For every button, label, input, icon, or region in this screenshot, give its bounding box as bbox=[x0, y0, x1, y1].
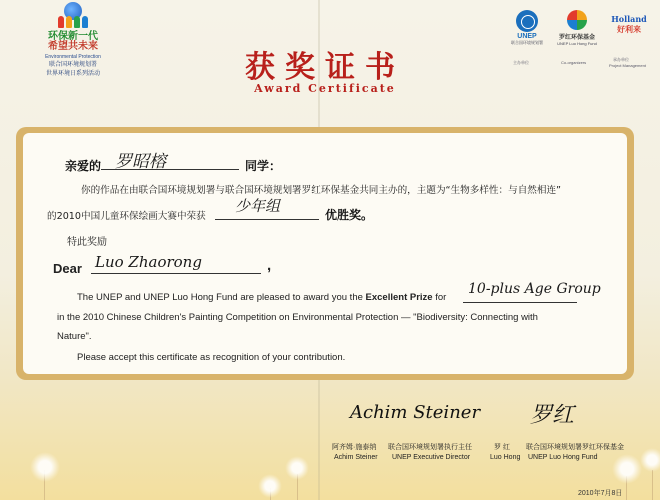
logo-caption-line2: 世界环境日系列活动 bbox=[45, 71, 100, 77]
signature-steiner bbox=[332, 398, 490, 478]
issue-date: 2010年7月8日 bbox=[578, 490, 623, 497]
holland-brand-cn: 好利来 bbox=[617, 25, 641, 34]
steiner-title-cn: 联合国环境规划署执行主任 bbox=[388, 444, 472, 451]
en-para1-part1: The UNEP and UNEP Luo Hong Fund are pleased to award you the bbox=[77, 292, 366, 303]
certificate-body bbox=[23, 133, 627, 374]
children-environment-logo bbox=[40, 2, 106, 98]
steiner-name-en: Achim Steiner bbox=[334, 454, 378, 461]
en-prize: Excellent Prize bbox=[365, 292, 433, 303]
certificate-title: 获奖证书 bbox=[245, 50, 405, 85]
cn-group-underline bbox=[215, 219, 319, 220]
luohong-title-en: UNEP Luo Hong Fund bbox=[528, 454, 598, 461]
holland-role: 承办单位 bbox=[613, 57, 629, 62]
en-name-underline bbox=[91, 273, 261, 274]
luohong-title-cn: 联合国环境规划署罗红环保基金 bbox=[526, 444, 624, 451]
en-para1-part2: for bbox=[432, 292, 447, 303]
globe-children-icon bbox=[56, 2, 90, 28]
holland-brand: Holland bbox=[611, 14, 647, 24]
certificate-card bbox=[16, 127, 634, 380]
luohong-role: Co-organizers bbox=[561, 60, 587, 65]
cn-closing: 特此奖励 bbox=[67, 237, 107, 248]
en-dear: Dear bbox=[53, 261, 82, 276]
dandelion-icon bbox=[258, 474, 282, 498]
unep-logo bbox=[505, 10, 549, 45]
logo-caption-line1: 联合国环境规划署 bbox=[48, 62, 97, 68]
en-comma: , bbox=[267, 257, 272, 274]
sponsor-logos bbox=[505, 10, 653, 70]
unep-emblem-icon bbox=[516, 10, 538, 32]
holland-logo bbox=[605, 10, 653, 35]
luohong-name-en: Luo Hong bbox=[490, 454, 521, 461]
en-paragraph-line3: Nature". bbox=[57, 331, 92, 342]
cn-group: 少年组 bbox=[235, 197, 281, 215]
logo-subtitle-en: Environmental Protection bbox=[45, 54, 101, 60]
signature-luohong bbox=[486, 398, 656, 478]
en-group: 10-plus Age Group bbox=[468, 281, 601, 297]
luohong-fund-logo bbox=[553, 10, 601, 46]
luohong-signature-scrawl: 罗红 bbox=[530, 403, 575, 428]
unep-role: 主办单位 bbox=[513, 60, 529, 65]
en-paragraph-line2: in the 2010 Chinese Children's Painting Competition on Environmental Protection — "Biodiversity: Connecting with bbox=[57, 312, 538, 323]
luohong-swirl-icon bbox=[567, 10, 587, 30]
cn-body-line1: 你的作品在由联合国环境规划署与联合国环境规划署罗红环保基金共同主办的，主题为“生物多样性：与自然相连” bbox=[81, 185, 562, 196]
logo-slogan-line2: 希望共未来 bbox=[48, 41, 98, 52]
cn-name-underline bbox=[101, 169, 239, 170]
cn-recipient-name: 罗昭榕 bbox=[115, 152, 166, 172]
luohong-caption: UNEP Luo Hong Fund bbox=[557, 41, 597, 46]
holland-role-en: Project Management bbox=[609, 63, 646, 68]
en-paragraph2: Please accept this certificate as recognition of your contribution. bbox=[77, 352, 346, 363]
unep-caption: 联合国环境规划署 bbox=[511, 40, 543, 45]
cn-salutation-prefix: 亲爱的 bbox=[65, 159, 102, 173]
steiner-signature-scrawl: Achim Steiner bbox=[350, 402, 481, 423]
en-group-underline bbox=[463, 302, 577, 303]
luohong-name-cn: 罗 红 bbox=[494, 444, 510, 451]
luohong-name: 罗红环保基金 bbox=[558, 35, 595, 41]
logo-slogan-line1: 环保新一代 bbox=[48, 31, 98, 42]
cn-award: 优胜奖。 bbox=[325, 208, 374, 222]
dandelion-icon bbox=[30, 452, 60, 482]
dandelion-icon bbox=[285, 456, 309, 480]
en-recipient-name: Luo Zhaorong bbox=[95, 253, 202, 271]
steiner-name-cn: 阿齐姆·施泰纳 bbox=[332, 444, 377, 451]
unep-name: UNEP bbox=[517, 33, 537, 40]
en-paragraph-line1 bbox=[77, 292, 446, 303]
cn-salutation-suffix: 同学： bbox=[245, 159, 282, 173]
cn-body-line2: 的2010中国儿童环保绘画大赛中荣获 bbox=[47, 211, 206, 222]
steiner-title-en: UNEP Executive Director bbox=[392, 454, 471, 461]
certificate-subtitle: Award Certificate bbox=[254, 82, 396, 95]
